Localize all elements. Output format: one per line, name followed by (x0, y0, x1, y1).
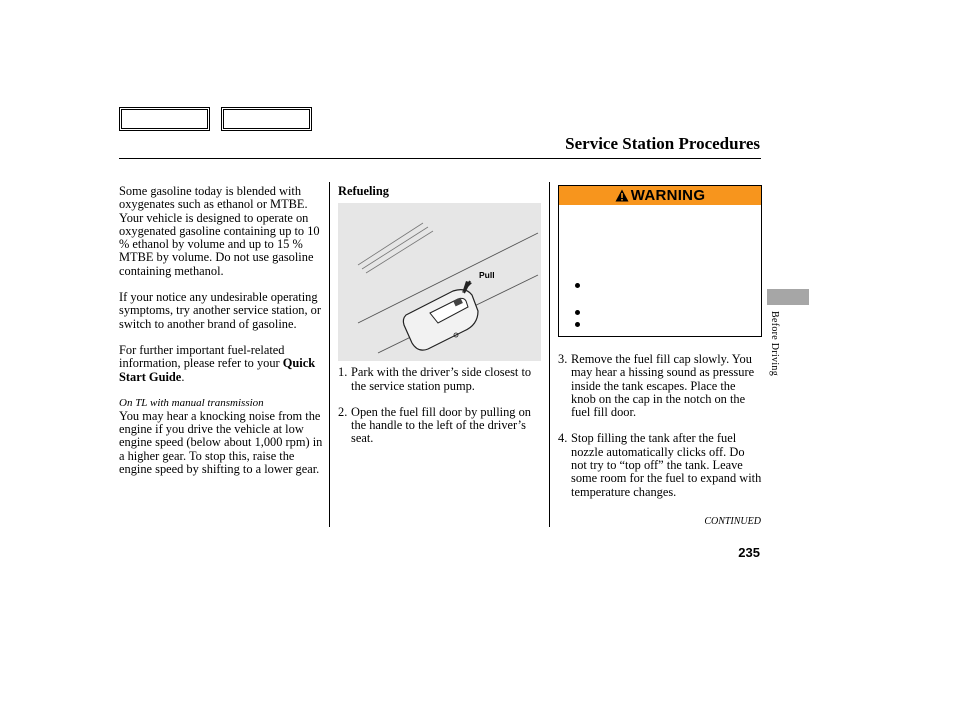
column-left (119, 185, 324, 476)
page-title: Service Station Procedures (565, 134, 760, 153)
refueling-heading: Refueling (338, 184, 389, 198)
column-divider-2 (549, 182, 550, 527)
page-number: 235 (738, 545, 760, 560)
column-middle (338, 185, 543, 446)
warning-triangle-icon (615, 189, 629, 202)
warning-header (559, 186, 761, 205)
section-side-tab[interactable] (767, 289, 809, 305)
warning-bullet-2 (575, 310, 580, 315)
fuel-info-paragraph: For further important fuel-related information, please refer to your Quick Start Guide. (119, 342, 316, 384)
header-rule (119, 158, 761, 159)
step-2: 2. Open the fuel fill door by pulling on the handle to the left of the driver’s seat. (338, 404, 531, 446)
nav-tab-box-2[interactable] (221, 107, 312, 131)
nav-tab-box-1[interactable] (119, 107, 210, 131)
knocking-noise-paragraph: You may hear a knocking noise from the engine if you drive the vehicle at low engine speed (below about 1,000 rpm) in a higher gear. To stop this, raise the engine speed by shifting to a lower gear. (119, 408, 323, 477)
column-right (558, 185, 762, 499)
warning-bullet-1 (575, 283, 580, 288)
warning-box (558, 185, 762, 337)
step-4: 4. Stop filling the tank after the fuel nozzle automatically clicks off. Do not try to “top off” the tank. Leave some room for the fuel to expand with temperature changes. (558, 431, 762, 499)
warning-title: WARNING (630, 186, 706, 204)
section-side-label: Before Driving (769, 311, 780, 377)
warning-bullet-3 (575, 322, 580, 327)
step-1: 1. Park with the driver’s side closest to the service station pump. (338, 365, 532, 393)
undesirable-symptoms-paragraph: If your notice any undesirable operating symptoms, try another service station, or switch to another brand of gasoline. (119, 290, 321, 331)
gasoline-oxygenates-paragraph: Some gasoline today is blended with oxygenates such as ethanol or MTBE. Your vehicle is designed to operate on oxygenated gasoline containing up to 10 % ethanol by volume and up to 15 % MTBE by volume. Do not use gasoline containing methanol. (119, 184, 320, 278)
continued-label: CONTINUED (704, 516, 761, 527)
quick-start-guide-ref: Quick Start Guide (119, 356, 316, 384)
fuel-door-release-illustration (338, 203, 541, 361)
fuel-door-handle-drawing (338, 203, 541, 361)
step-3: 3. Remove the fuel fill cap slowly. You may hear a hissing sound as pressure inside the tank escapes. Place the knob on the cap in the notch on the fuel fill door. (558, 352, 755, 420)
manual-transmission-subhead: On TL with manual transmission (119, 396, 264, 409)
column-divider-1 (329, 182, 330, 527)
pull-label: Pull (479, 270, 495, 281)
